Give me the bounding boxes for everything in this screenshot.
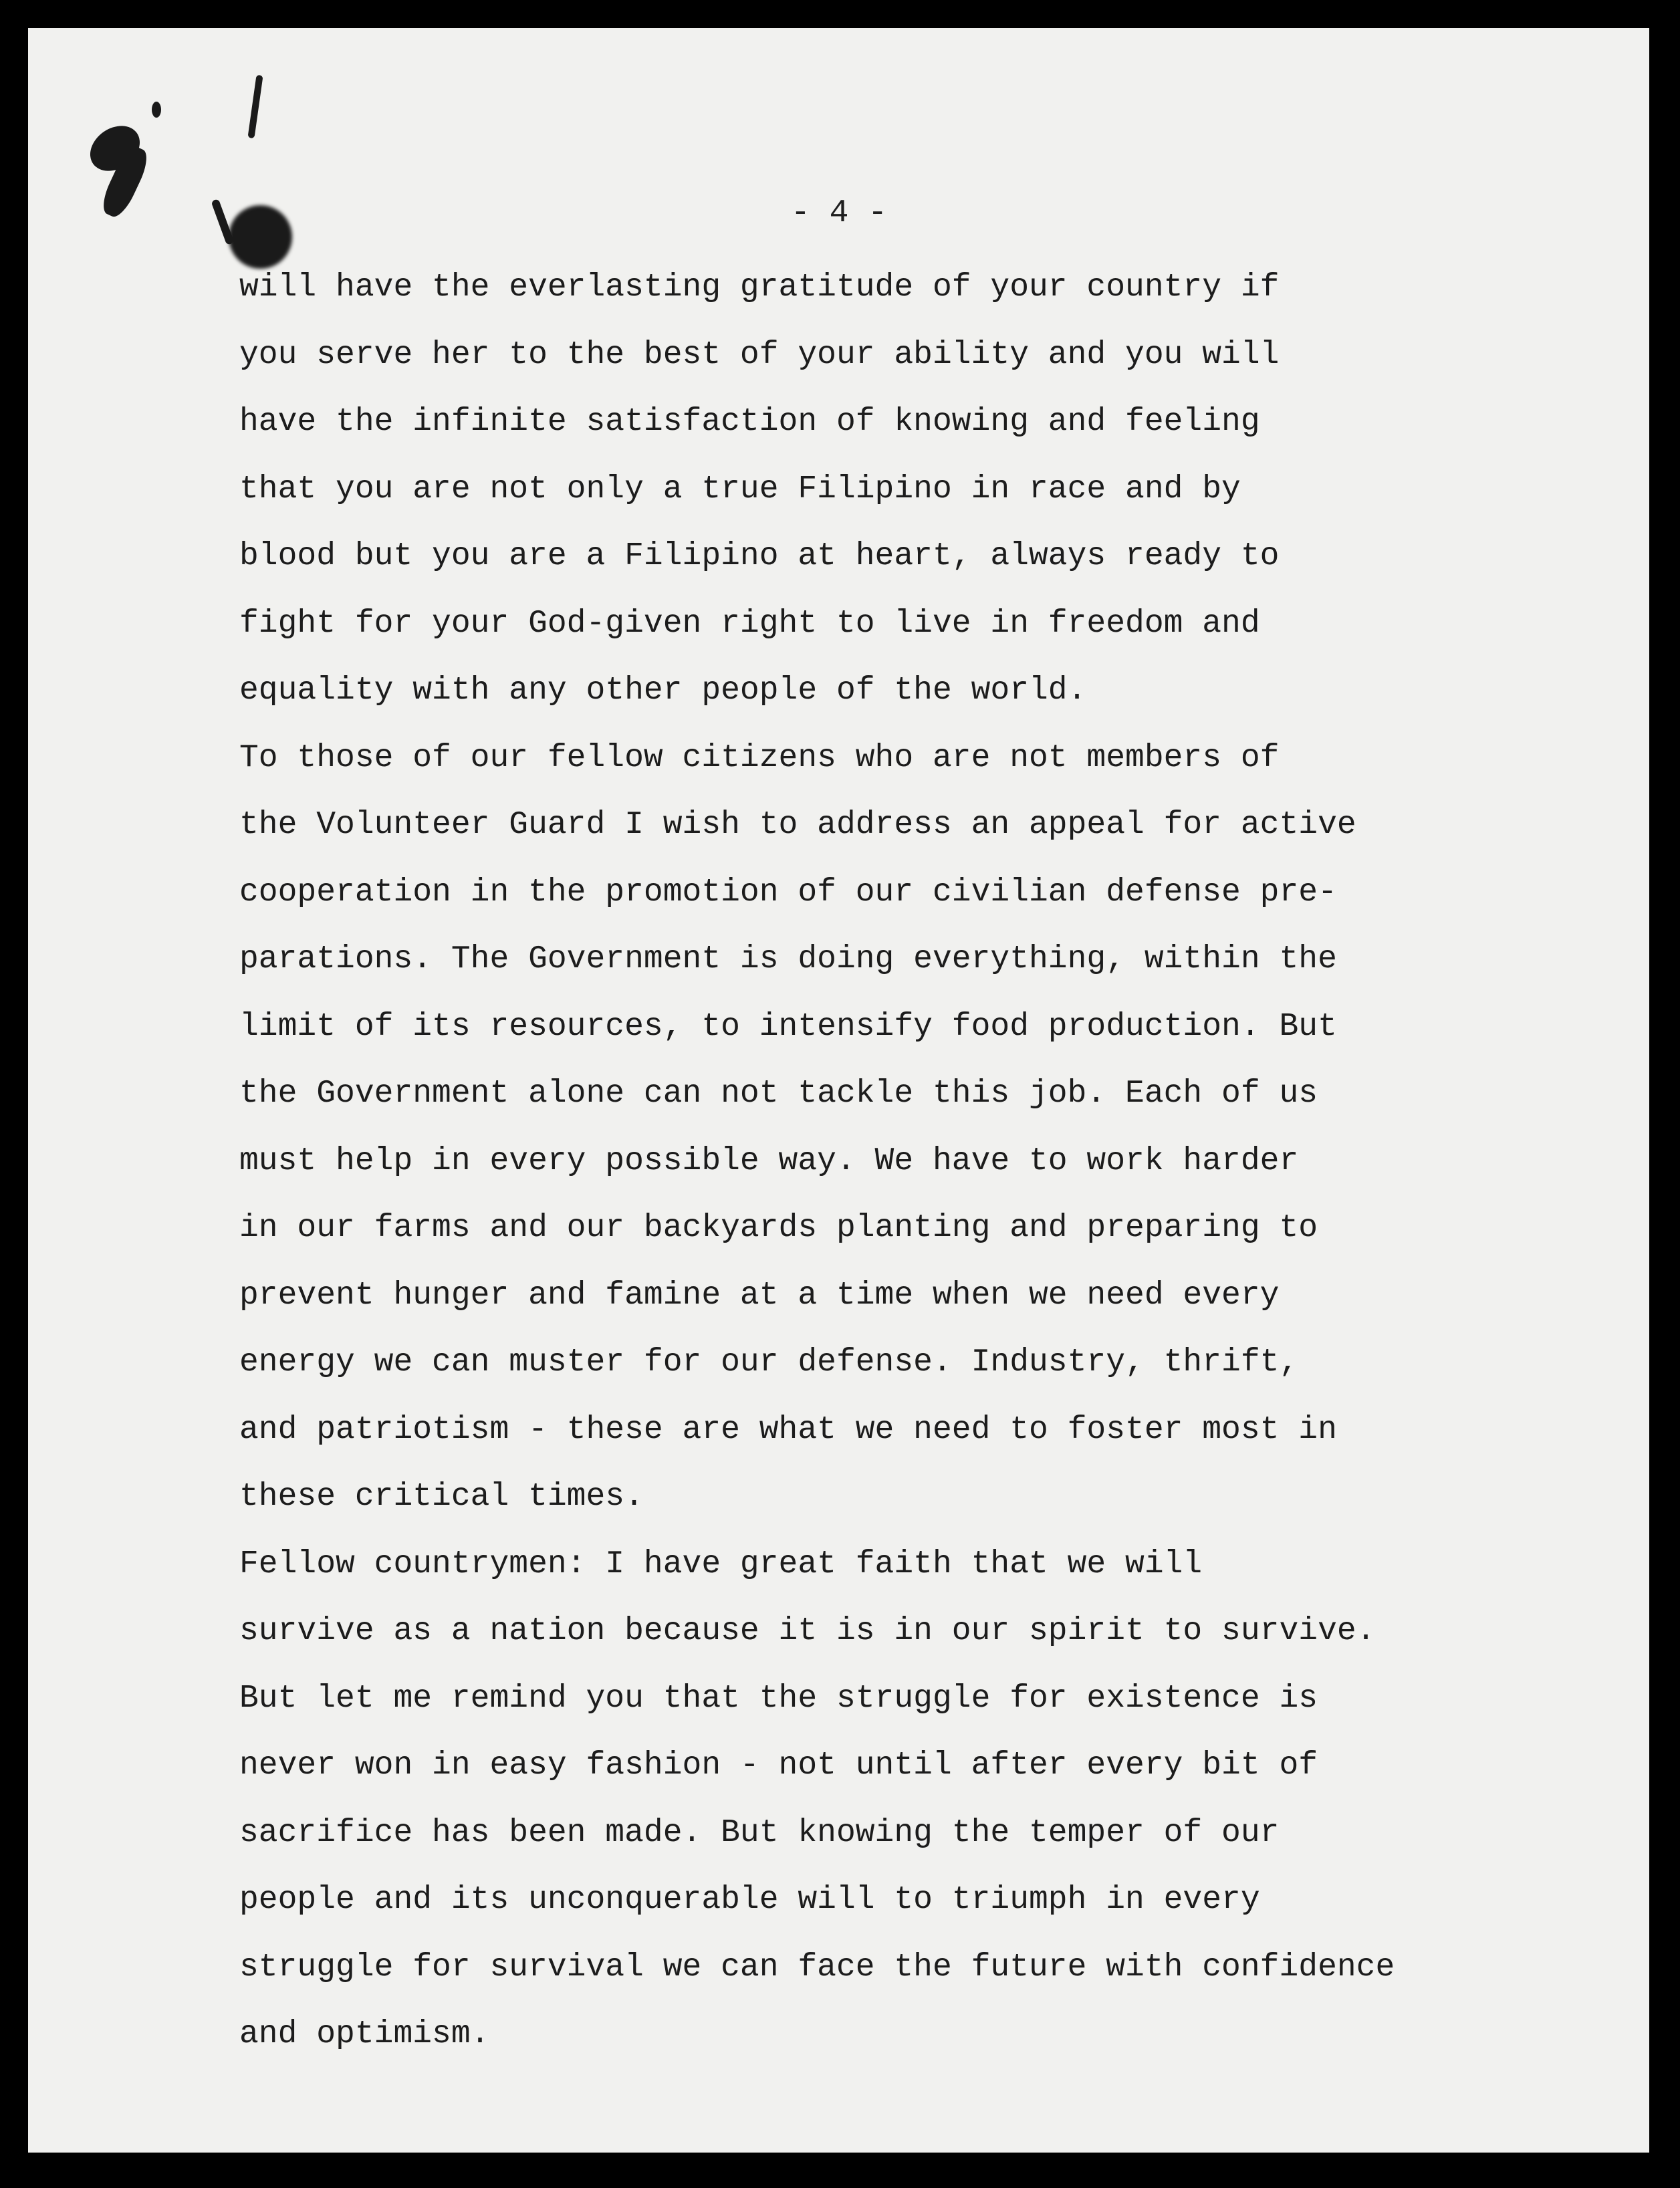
text-line: must help in every possible way. We have to work harder [239,1142,1299,1179]
text-line: struggle for survival we can face the future with confidence [239,1949,1395,1985]
text-line: But let me remind you that the struggle for existence is [239,1680,1318,1717]
text-line: will have the everlasting gratitude of your country if [239,269,1280,306]
ink-stain [247,75,263,138]
text-line: have the infinite satisfaction of knowing and feeling [239,404,1260,440]
text-line: parations. The Government is doing everything, within the [239,941,1337,977]
text-line: energy we can muster for our defense. Industry, thrift, [239,1344,1299,1380]
text-line: fight for your God-given right to live in freedom and [239,605,1260,642]
text-line: blood but you are a Filipino at heart, always ready to [239,538,1280,574]
body-text [239,254,1576,2068]
text-line: the Government alone can not tackle this job. Each of us [239,1076,1318,1112]
text-line: people and its unconquerable will to triumph in every [239,1882,1260,1918]
page-number: - 4 - [790,195,888,231]
text-line: these critical times. [239,1479,644,1515]
text-line: that you are not only a true Filipino in race and by [239,471,1241,507]
text-line: limit of its resources, to intensify food production. But [239,1008,1337,1045]
text-line: To those of our fellow citizens who are not members of [239,739,1280,776]
text-line: in our farms and our backyards planting and preparing to [239,1210,1318,1246]
text-line: equality with any other people of the world. [239,673,1087,709]
text-line: sacrifice has been made. But knowing the temper of our [239,1814,1280,1851]
text-line: you serve her to the best of your ability and you will [239,336,1280,373]
text-line: prevent hunger and famine at a time when we need every [239,1277,1280,1314]
ink-stain [152,102,161,118]
ink-stain [211,199,234,245]
text-line: Fellow countrymen: I have great faith that we will [239,1546,1203,1582]
text-line: and patriotism - these are what we need to foster most in [239,1411,1337,1448]
text-line: cooperation in the promotion of our civilian defense pre- [239,874,1337,910]
text-line: never won in easy fashion - not until after every bit of [239,1747,1318,1784]
text-line: the Volunteer Guard I wish to address an appeal for active [239,807,1356,843]
text-line: survive as a nation because it is in our spirit to survive. [239,1613,1376,1649]
text-line: and optimism. [239,2016,490,2052]
